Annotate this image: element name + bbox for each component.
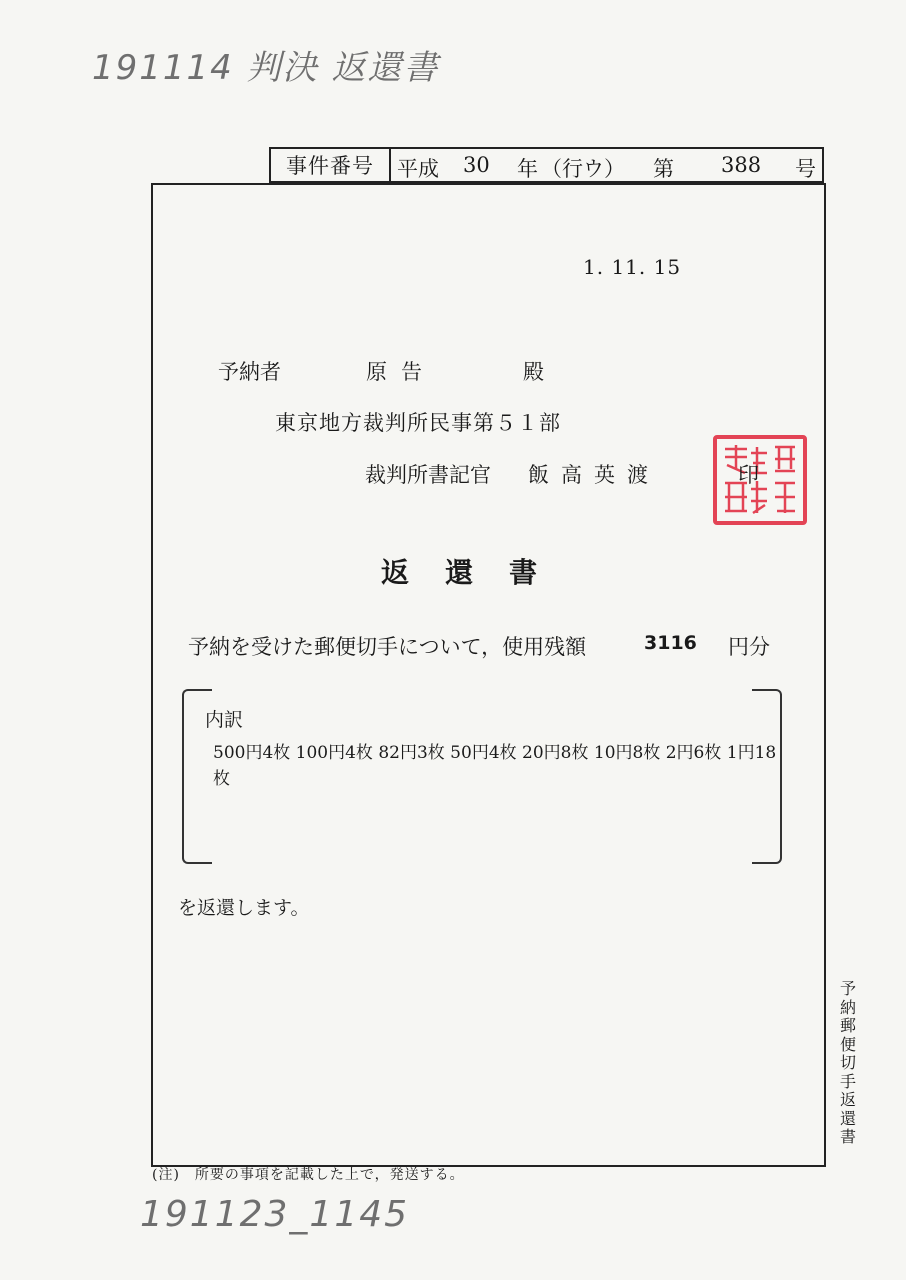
- side-vertical-title: 予納郵便切手返還書: [839, 979, 856, 1146]
- clerk-name: 飯高英渡: [528, 463, 660, 487]
- payer-name: 原告: [366, 360, 436, 384]
- case-prefix: 第: [653, 157, 674, 181]
- document-frame: [151, 183, 826, 1167]
- payer-label: 予納者: [218, 360, 281, 384]
- footnote: (注) 所要の事項を記載した上で，発送する。: [152, 1167, 465, 1183]
- body-text: 予納を受けた郵便切手について，使用残額: [188, 635, 587, 659]
- closing-text: を返還します。: [178, 897, 310, 919]
- handwritten-top-note: 191114 判決 返還書: [92, 48, 440, 88]
- official-seal: [713, 435, 807, 525]
- amount-unit: 円分: [728, 635, 770, 659]
- case-number-value: [391, 149, 822, 181]
- case-number: 388: [721, 153, 762, 177]
- breakdown-label: 内訳: [205, 709, 244, 731]
- clerk-title: 裁判所書記官: [365, 463, 491, 487]
- case-number-label: 事件番号: [271, 149, 391, 181]
- seal-mark: 印: [738, 463, 759, 487]
- case-number-box: [269, 147, 824, 183]
- payer-honorific: 殿: [523, 360, 544, 384]
- remaining-amount: 3116: [644, 632, 697, 654]
- court-name: 東京地方裁判所民事第５１部: [275, 411, 561, 435]
- case-year-unit: 年: [517, 157, 538, 181]
- seal-icon: [717, 439, 803, 521]
- case-era: 平成: [397, 157, 439, 181]
- case-type: （行ウ）: [541, 157, 625, 181]
- breakdown-text: 500円4枚 100円4枚 82円3枚 50円4枚 20円8枚 10円8枚 2円6枚 1円18枚: [213, 743, 777, 789]
- case-year: 30: [463, 153, 490, 177]
- handwritten-bottom-note: 191123_1145: [140, 1194, 410, 1235]
- document-date: 1. 11. 15: [583, 255, 682, 279]
- case-suffix: 号: [795, 157, 816, 181]
- document-title: 返還書: [381, 556, 574, 589]
